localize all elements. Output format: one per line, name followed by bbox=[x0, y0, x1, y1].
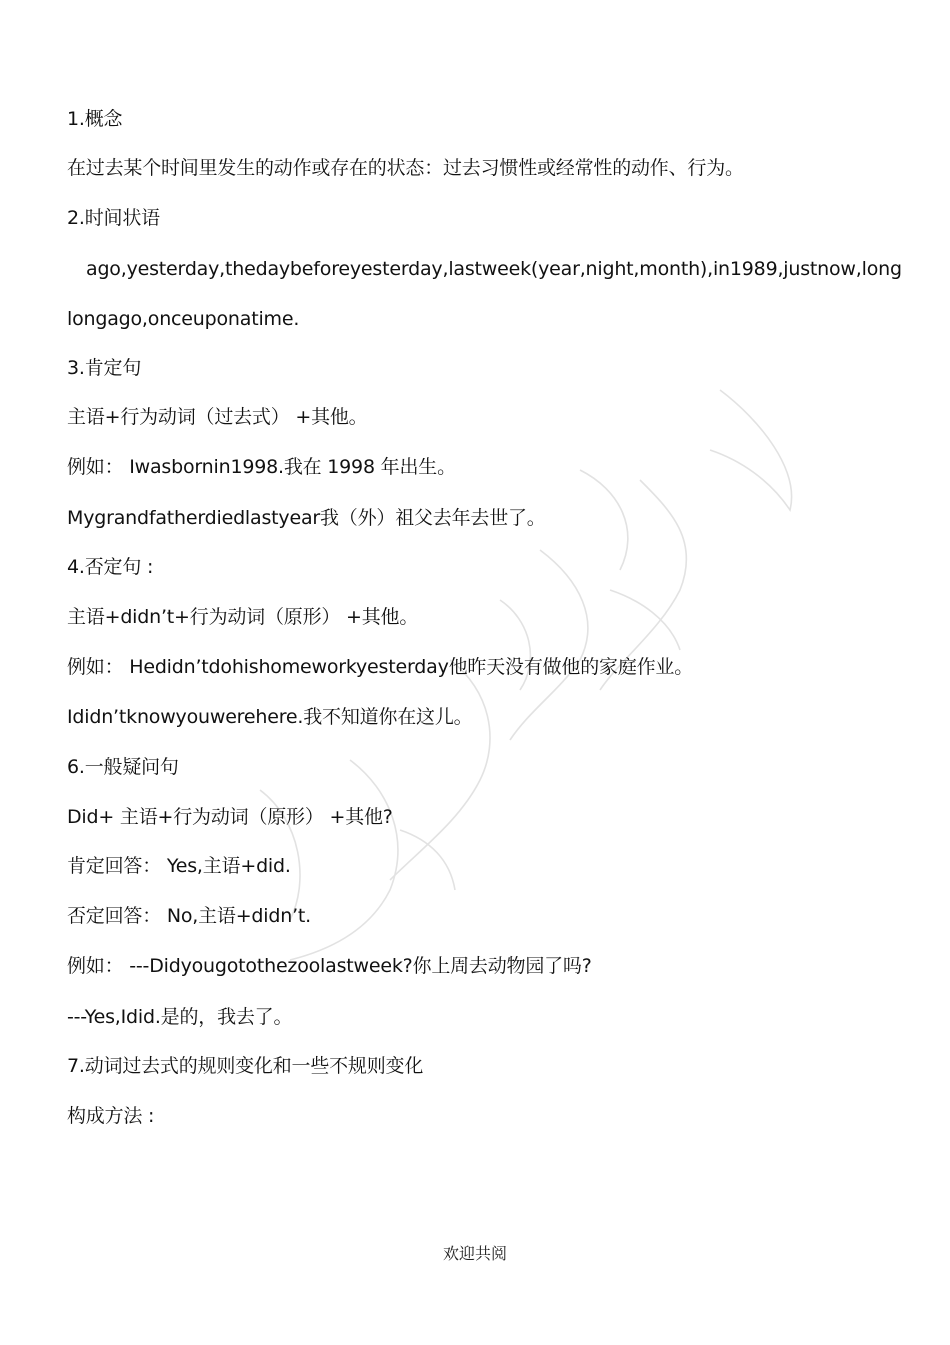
section-heading-negative: 4.否定句 : bbox=[67, 556, 154, 578]
section-heading-question: 6.一般疑问句 bbox=[67, 756, 179, 778]
example-text: ---Yes,Idid.是的，我去了。 bbox=[67, 1006, 293, 1028]
example-text: Mygrandfatherdiedlastyear我（外）祖父去年去世了。 bbox=[67, 507, 546, 529]
section-heading-time-adverbials: 2.时间状语 bbox=[67, 207, 160, 229]
section-heading-concept: 1.概念 bbox=[67, 108, 123, 130]
paragraph-text: 在过去某个时间里发生的动作或存在的状态：过去习惯性或经常性的动作、行为。 bbox=[67, 157, 744, 179]
paragraph-text: 否定回答： No,主语+didn’t. bbox=[67, 905, 312, 927]
paragraph-text: 肯定回答： Yes,主语+did. bbox=[67, 855, 291, 877]
example-text: 例如： Iwasbornin1998.我在 1998 年出生。 bbox=[67, 456, 456, 478]
section-heading-affirmative: 3.肯定句 bbox=[67, 357, 142, 379]
paragraph-text: ago,yesterday,thedaybeforeyesterday,lastweek(year,night,month),in1989,justnow,long bbox=[86, 258, 902, 280]
example-text: 例如： ---Didyougotothezoolastweek?你上周去动物园了吗? bbox=[67, 955, 592, 977]
paragraph-text: 主语+didn’t+行为动词（原形） +其他。 bbox=[67, 606, 419, 628]
paragraph-text: 构成方法 : bbox=[67, 1105, 155, 1127]
paragraph-text: longago,onceuponatime. bbox=[67, 308, 300, 330]
paragraph-text: 主语+行为动词（过去式） +其他。 bbox=[67, 406, 368, 428]
section-heading-verb-forms: 7.动词过去式的规则变化和一些不规则变化 bbox=[67, 1055, 424, 1077]
example-text: 例如： Hedidn’tdohishomeworkyesterday他昨天没有做他的家庭作业。 bbox=[67, 656, 694, 678]
example-text: Ididn’tknowyouwerehere.我不知道你在这儿。 bbox=[67, 706, 473, 728]
page-footer: 欢迎共阅 bbox=[442, 1244, 507, 1263]
paragraph-text: Did+ 主语+行为动词（原形） +其他? bbox=[67, 806, 393, 828]
